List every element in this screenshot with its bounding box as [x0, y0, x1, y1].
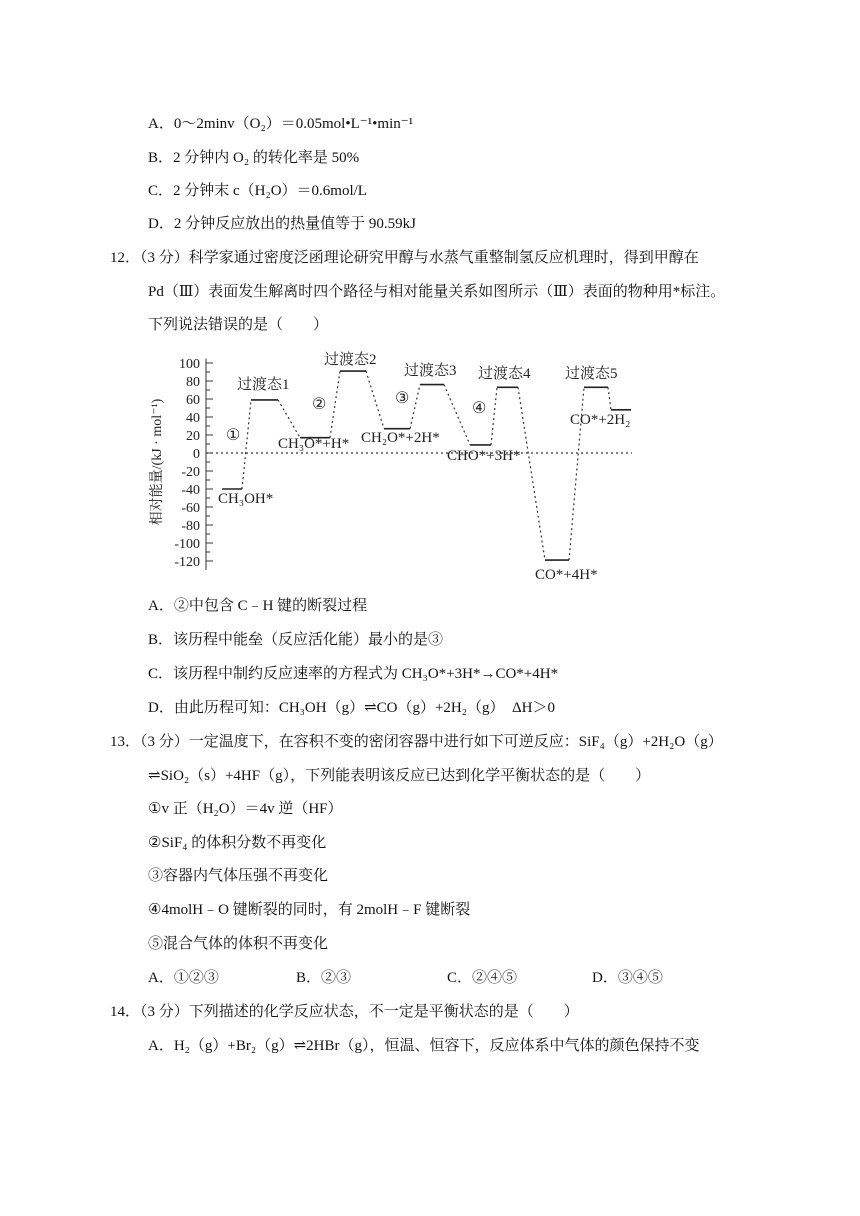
q13-item-2: ②SiF₄ 的体积分数不再变化 [148, 835, 327, 851]
y-tick-label: 40 [186, 411, 200, 426]
step-marker: ① [226, 427, 241, 444]
q12-option-c: C．该历程中制约反应速率的方程式为 CH₃O*+3H*→CO*+4H* [148, 666, 559, 682]
q12-stem-line-1: 12．（3 分）科学家通过密度泛函理论研究甲醇与水蒸气重整制氢反应机理时，得到甲醇在 [110, 250, 699, 266]
step-marker: ② [312, 396, 327, 413]
y-tick-label: -80 [181, 519, 200, 534]
energy-level-label: 过渡态3 [404, 363, 457, 379]
q13-option-b: B．②③ [296, 970, 352, 986]
energy-connector [608, 387, 611, 410]
q12-option-d: D．由此历程可知：CH₃OH（g）⇌CO（g）+2H₂（g） ΔH＞0 [148, 700, 555, 716]
energy-level-label: CHO*+3H* [447, 448, 521, 464]
y-tick-label: -40 [181, 483, 200, 498]
y-tick-label: -60 [181, 501, 200, 516]
q12-option-b: B．该历程中能垒（反应活化能）最小的是③ [148, 632, 444, 648]
energy-profile-chart [0, 342, 860, 592]
energy-level-label: 过渡态2 [324, 352, 377, 368]
q13-option-c: C．②④⑤ [447, 970, 518, 986]
q13-item-1: ①v 正（H₂O）＝4v 逆（HF） [148, 801, 343, 817]
y-tick-label: 20 [186, 429, 200, 444]
y-tick-label: 60 [186, 393, 200, 408]
energy-connector [242, 400, 251, 489]
q12-stem-line-3: 下列说法错误的是（ ） [148, 317, 329, 333]
q12-option-a: A．②中包含 C﹣H 键的断裂过程 [148, 598, 368, 614]
energy-level-label: 过渡态5 [565, 366, 618, 382]
step-marker: ④ [472, 400, 487, 417]
energy-connector [491, 387, 497, 445]
energy-level-label: CH₃OH* [218, 491, 274, 507]
q13-option-d: D．③④⑤ [592, 970, 663, 986]
energy-connector [366, 371, 384, 429]
q11-option-a: A．0～2minv（O₂）＝0.05mol•L⁻¹•min⁻¹ [148, 116, 414, 132]
y-axis-title: 相对能量/(kJ · mol⁻¹) [150, 398, 165, 526]
y-tick-label: -20 [181, 465, 200, 480]
q13-option-a: A．①②③ [148, 970, 219, 986]
y-tick-label: -120 [174, 555, 200, 570]
q13-options [148, 968, 708, 988]
q13-item-4: ④4molH﹣O 键断裂的同时，有 2molH﹣F 键断裂 [148, 902, 471, 918]
q11-option-b: B．2 分钟内 O₂ 的转化率是 50% [148, 150, 360, 166]
y-tick-label: 0 [193, 447, 200, 462]
y-tick-label: 100 [179, 357, 200, 372]
y-tick-label: 80 [186, 375, 200, 390]
q12-stem-line-2: Pd（Ⅲ）表面发生解离时四个路径与相对能量关系如图所示（Ⅲ）表面的物种用*标注。 [148, 284, 726, 300]
q11-option-c: C．2 分钟末 c（H₂O）＝0.6mol/L [148, 183, 367, 199]
q13-stem-line-1: 13．（3 分）一定温度下，在容积不变的密闭容器中进行如下可逆反应：SiF₄（g）+2H₂O（g） [110, 734, 723, 750]
q14-option-a: A．H₂（g）+Br₂（g）⇌2HBr（g），恒温、恒容下，反应体系中气体的颜色保持不变 [148, 1038, 700, 1054]
step-marker: ③ [395, 390, 410, 407]
q13-item-5: ⑤混合气体的体积不再变化 [148, 936, 329, 952]
energy-level-label: CH₃O*+H* [278, 436, 350, 452]
q13-item-3: ③容器内气体压强不再变化 [148, 868, 329, 884]
y-tick-label: -100 [174, 537, 200, 552]
q13-stem-line-2: ⇌SiO₂（s）+4HF（g），下列能表明该反应已达到化学平衡状态的是（ ） [148, 768, 651, 784]
energy-level-label: CO*+4H* [535, 567, 598, 583]
energy-connector [278, 400, 300, 438]
energy-level-label: 过渡态1 [237, 377, 290, 393]
energy-connector [330, 371, 340, 438]
energy-connector [410, 385, 420, 429]
q14-stem: 14．（3 分）下列描述的化学反应状态，不一定是平衡状态的是（ ） [110, 1004, 579, 1020]
energy-connector [444, 385, 470, 445]
energy-level-label: 过渡态4 [478, 366, 531, 382]
energy-level-label: CO*+2H₂ [570, 412, 631, 428]
q11-option-d: D．2 分钟反应放出的热量值等于 90.59kJ [148, 216, 416, 232]
energy-connector [518, 387, 545, 560]
energy-level-label: CH₂O*+2H* [361, 430, 440, 446]
